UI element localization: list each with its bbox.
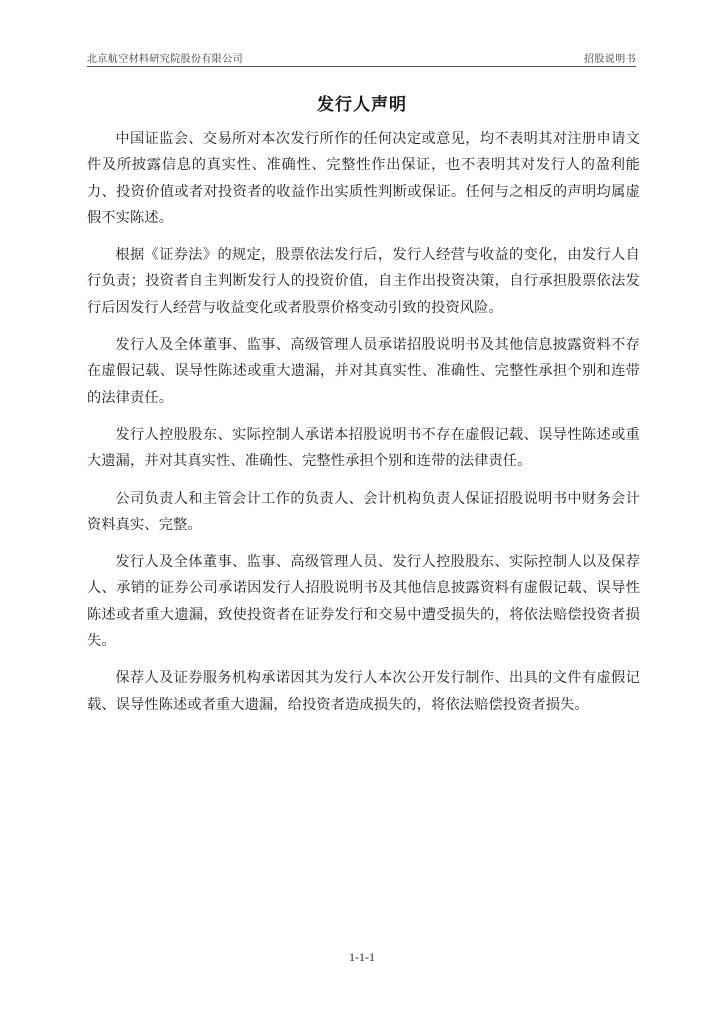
declaration-body — [87, 126, 640, 729]
paragraph-compensation-commitment: 发行人及全体董事、监事、高级管理人员、发行人控股股东、实际控制人以及保荐人、承销的证券公司承诺因发行人招股说明书及其他信息披露资料有虚假记载、误导性陈述或者重大遗漏，致使投资者在证券发行和交易中遭受损失的，将依法赔偿投资者损失。 — [87, 554, 640, 650]
page-number: 1-1-1 — [349, 950, 375, 964]
header-document-type: 招股说明书 — [584, 54, 636, 65]
header-company-name: 北京航空材料研究院股份有限公司 — [87, 54, 243, 65]
paragraph-sponsor-commitment: 保荐人及证券服务机构承诺因其为发行人本次公开发行制作、出具的文件有虚假记载、误导性陈述或者重大遗漏，给投资者造成损失的，将依法赔偿投资者损失。 — [87, 670, 640, 713]
paragraph-financial-guarantee: 公司负责人和主管会计工作的负责人、会计机构负责人保证招股说明书中财务会计资料真实、完整。 — [87, 490, 640, 533]
paragraph-csrc-disclaimer: 中国证监会、交易所对本次发行所作的任何决定或意见，均不表明其对注册申请文件及所披露信息的真实性、准确性、完整性作出保证，也不表明其对发行人的盈利能力、投资价值或者对投资者的收益作出实质性判断或保证。任何与之相反的声明均属虚假不实陈述。 — [87, 131, 640, 226]
page-header — [87, 48, 636, 67]
paragraph-controlling-shareholder-commitment: 发行人控股股东、实际控制人承诺本招股说明书不存在虚假记载、误导性陈述或重大遗漏，并对其真实性、准确性、完整性承担个别和连带的法律责任。 — [87, 426, 640, 470]
paragraph-securities-law: 根据《证券法》的规定，股票依法发行后，发行人经营与收益的变化，由发行人自行负责；投资者自主判断发行人的投资价值，自主作出投资决策，自行承担股票依法发行后因发行人经营与收益变化或者股票价格变动引致的投资风险。 — [87, 247, 640, 316]
paragraph-directors-commitment: 发行人及全体董事、监事、高级管理人员承诺招股说明书及其他信息披露资料不存在虚假记载、误导性陈述或重大遗漏，并对其真实性、准确性、完整性承担个别和连带的法律责任。 — [87, 337, 640, 406]
page-title: 发行人声明 — [317, 95, 407, 115]
